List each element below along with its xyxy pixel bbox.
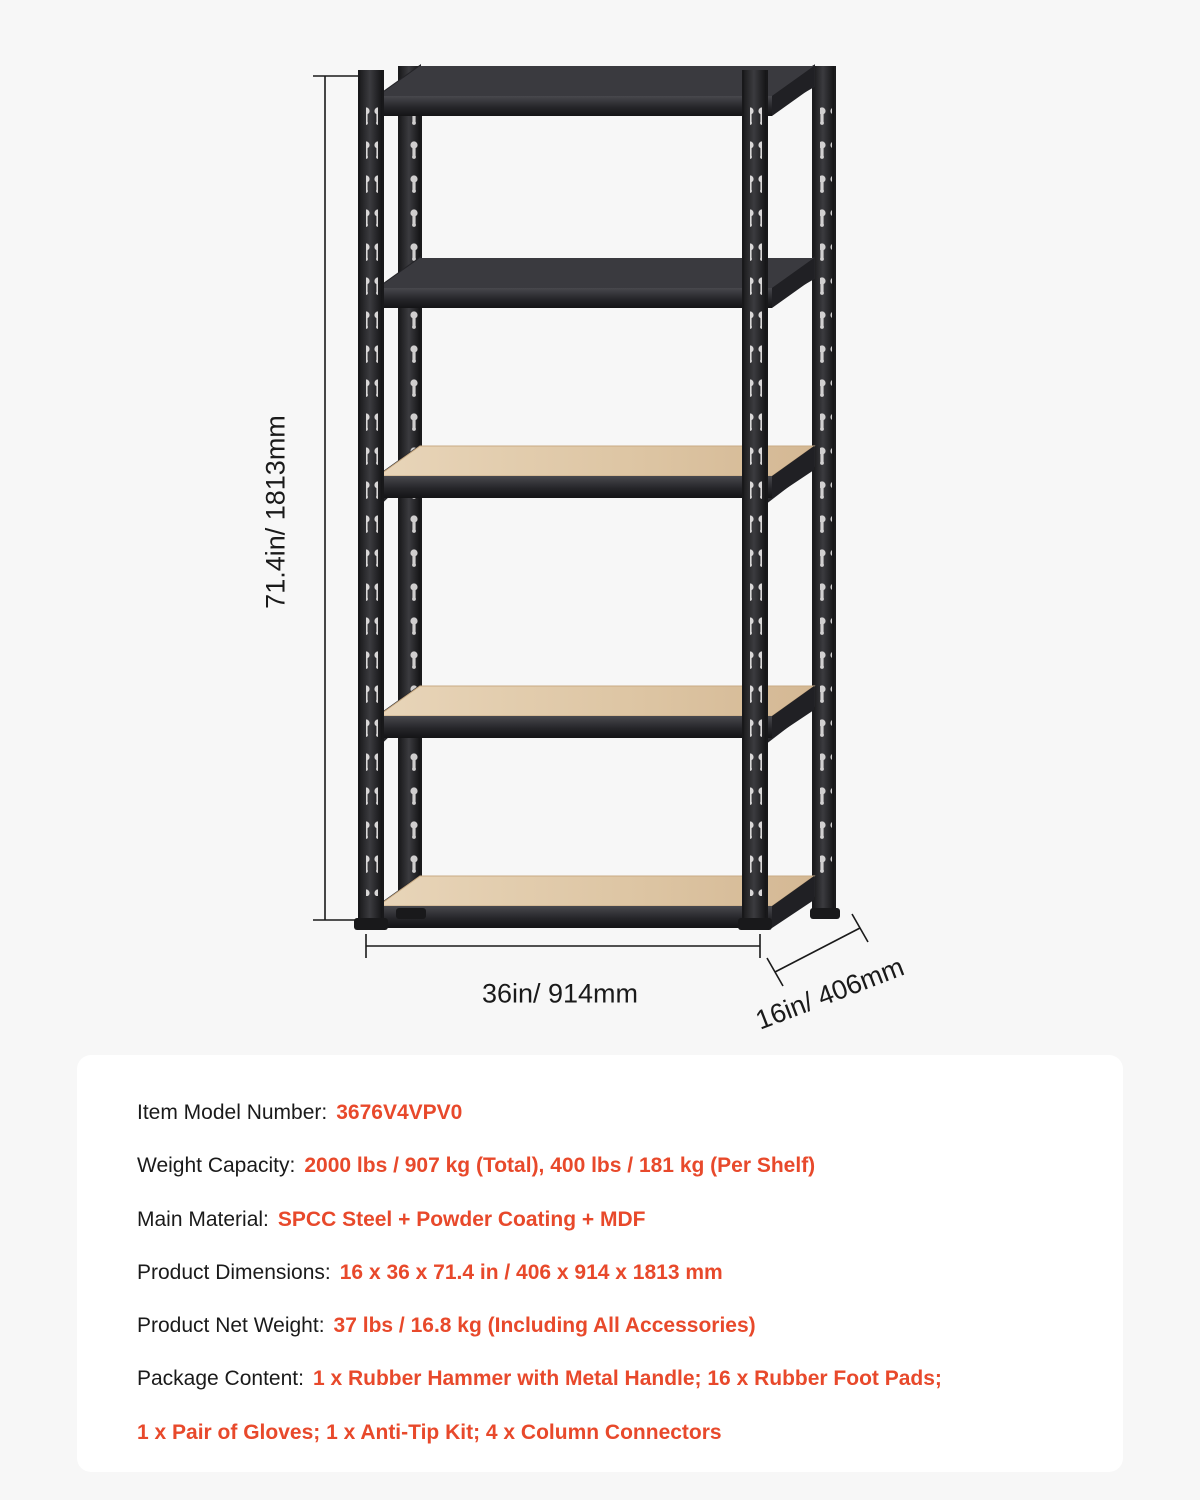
spec-value: 16 x 36 x 71.4 in / 406 x 914 x 1813 mm: [339, 1260, 723, 1284]
spec-label: Product Dimensions:: [137, 1260, 331, 1284]
dimension-label-depth: 16in/ 406mm: [751, 951, 909, 1036]
spec-value: SPCC Steel + Powder Coating + MDF: [277, 1207, 646, 1231]
spec-label: Weight Capacity:: [137, 1154, 296, 1178]
spec-row-product-net-weight: [77, 1312, 1123, 1339]
spec-row-product-dimensions: [77, 1259, 1123, 1286]
spec-row-main-material: [77, 1206, 1123, 1233]
spec-label: Main Material:: [137, 1207, 269, 1231]
spec-label: Package Content:: [137, 1367, 304, 1391]
spec-value: 37 lbs / 16.8 kg (Including All Accessories): [333, 1314, 756, 1338]
spec-value: 3676V4VPV0: [336, 1101, 463, 1124]
spec-row-package-content: [77, 1365, 1123, 1392]
spec-row-package-content-continued: [77, 1419, 1123, 1446]
spec-value: 1 x Rubber Hammer with Metal Handle; 16 x Rubber Foot Pads;: [312, 1367, 942, 1391]
dimension-label-width: 36in/ 914mm: [481, 978, 639, 1009]
spec-row-item-model-number: [77, 1099, 1123, 1126]
spec-label: Item Model Number:: [137, 1101, 328, 1124]
dimension-label-height: 71.4in/ 1813mm: [260, 415, 291, 609]
spec-value: 2000 lbs / 907 kg (Total), 400 lbs / 181 kg (Per Shelf): [304, 1154, 816, 1178]
spec-value: 1 x Pair of Gloves; 1 x Anti-Tip Kit; 4 x Column Connectors: [137, 1420, 722, 1444]
dimension-lines: [313, 76, 868, 986]
spec-row-weight-capacity: [77, 1152, 1123, 1179]
spec-label: Product Net Weight:: [137, 1314, 325, 1338]
specifications-card: [77, 1055, 1123, 1472]
